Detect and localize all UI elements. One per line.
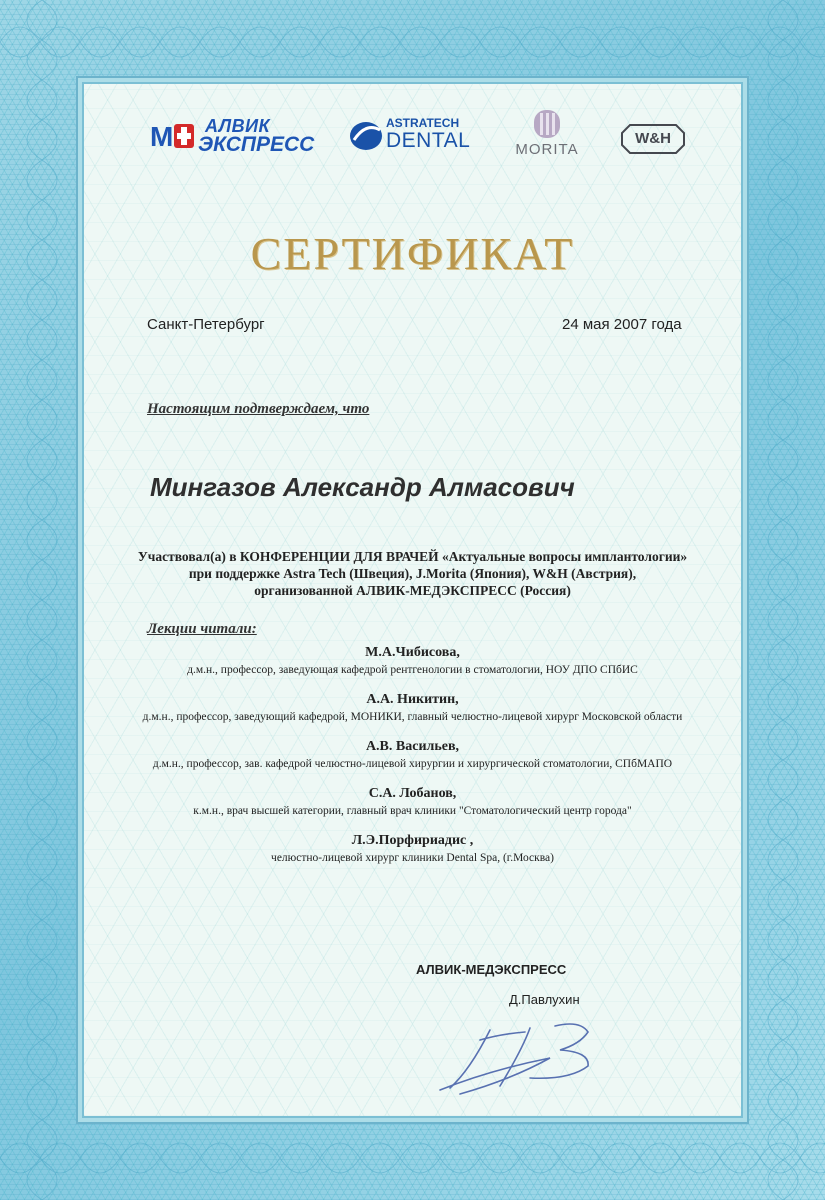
participation-line: при поддержке Astra Tech (Швеция), J.Morita (Япония), W&H (Австрия), (188, 566, 637, 581)
lecturer-entry (0, 691, 825, 726)
alvik-medexpress-logo (150, 116, 315, 156)
certificate-title: СЕРТИФИКАТ (250, 228, 575, 279)
lecturer-entry (0, 644, 825, 679)
lecturer-name: М.А.Чибисова, (365, 645, 460, 660)
lectures-label: Лекции читали: (147, 621, 257, 637)
lecturer-description: д.м.н., профессор, заведующая кафедрой рентгенологии в стоматологии, НОУ ДПО СПбИС (187, 664, 638, 676)
wh-logo (620, 123, 686, 155)
svg-text:M: M (150, 121, 174, 152)
city: Санкт-Петербург (147, 316, 265, 333)
wh-logo-text: W&H (635, 130, 671, 147)
morita-logo-text: MORITA (515, 141, 579, 158)
lecturer-name: А.В. Васильев, (365, 739, 460, 754)
alvik-logo-line1: АЛВИК (205, 116, 271, 136)
astratech-swoosh-icon (348, 118, 384, 154)
recipient-name: Мингазов Александр Алмасович (150, 472, 575, 502)
participation-line: организованной АЛВИК-МЕДЭКСПРЕСС (Россия) (254, 583, 571, 598)
sponsor-logos (150, 108, 695, 168)
lecturer-description: д.м.н., профессор, зав. кафедрой челюстно-лицевой хирургии и хирургической стоматологии, СПбМАПО (152, 758, 673, 770)
astratech-logo-line2: DENTAL (386, 129, 471, 152)
lecturer-description: к.м.н., врач высшей категории, главный врач клиники "Стоматологический центр города" (193, 805, 632, 817)
lecturer-entry (0, 738, 825, 773)
lecturer-description: д.м.н., профессор, заведующий кафедрой, МОНИКИ, главный челюстно-лицевой хирург Московской области (142, 711, 683, 723)
morita-logo (512, 108, 582, 160)
participation-line: Участвовал(а) в КОНФЕРЕНЦИИ ДЛЯ ВРАЧЕЙ «Актуальные вопросы имплантологии» (137, 549, 688, 564)
astratech-dental-logo (348, 116, 478, 156)
lecturer-entry (0, 832, 825, 867)
handwritten-signature (430, 1010, 630, 1100)
signer-name: Д.Павлухин (509, 992, 580, 1007)
lecturer-description: челюстно-лицевой хирург клиники Dental Spa, (г.Москва) (271, 852, 554, 864)
morita-emblem-icon (512, 108, 582, 142)
confirmation-text: Настоящим подтверждаем, что (147, 401, 370, 417)
lecturer-entry (0, 785, 825, 820)
date: 24 мая 2007 года (562, 316, 682, 333)
alvik-logo-line2: ЭКСПРЕСС (198, 133, 315, 156)
medical-cross-icon (150, 118, 198, 154)
lecturer-name: С.А. Лобанов, (368, 786, 457, 801)
lecturer-name: А.А. Никитин, (366, 692, 459, 707)
organization-name: АЛВИК-МЕДЭКСПРЕСС (416, 962, 567, 977)
astratech-logo-line1: ASTRATECH (386, 116, 460, 130)
lecturer-name: Л.Э.Порфириадис , (351, 833, 474, 848)
participation-text (0, 548, 825, 599)
